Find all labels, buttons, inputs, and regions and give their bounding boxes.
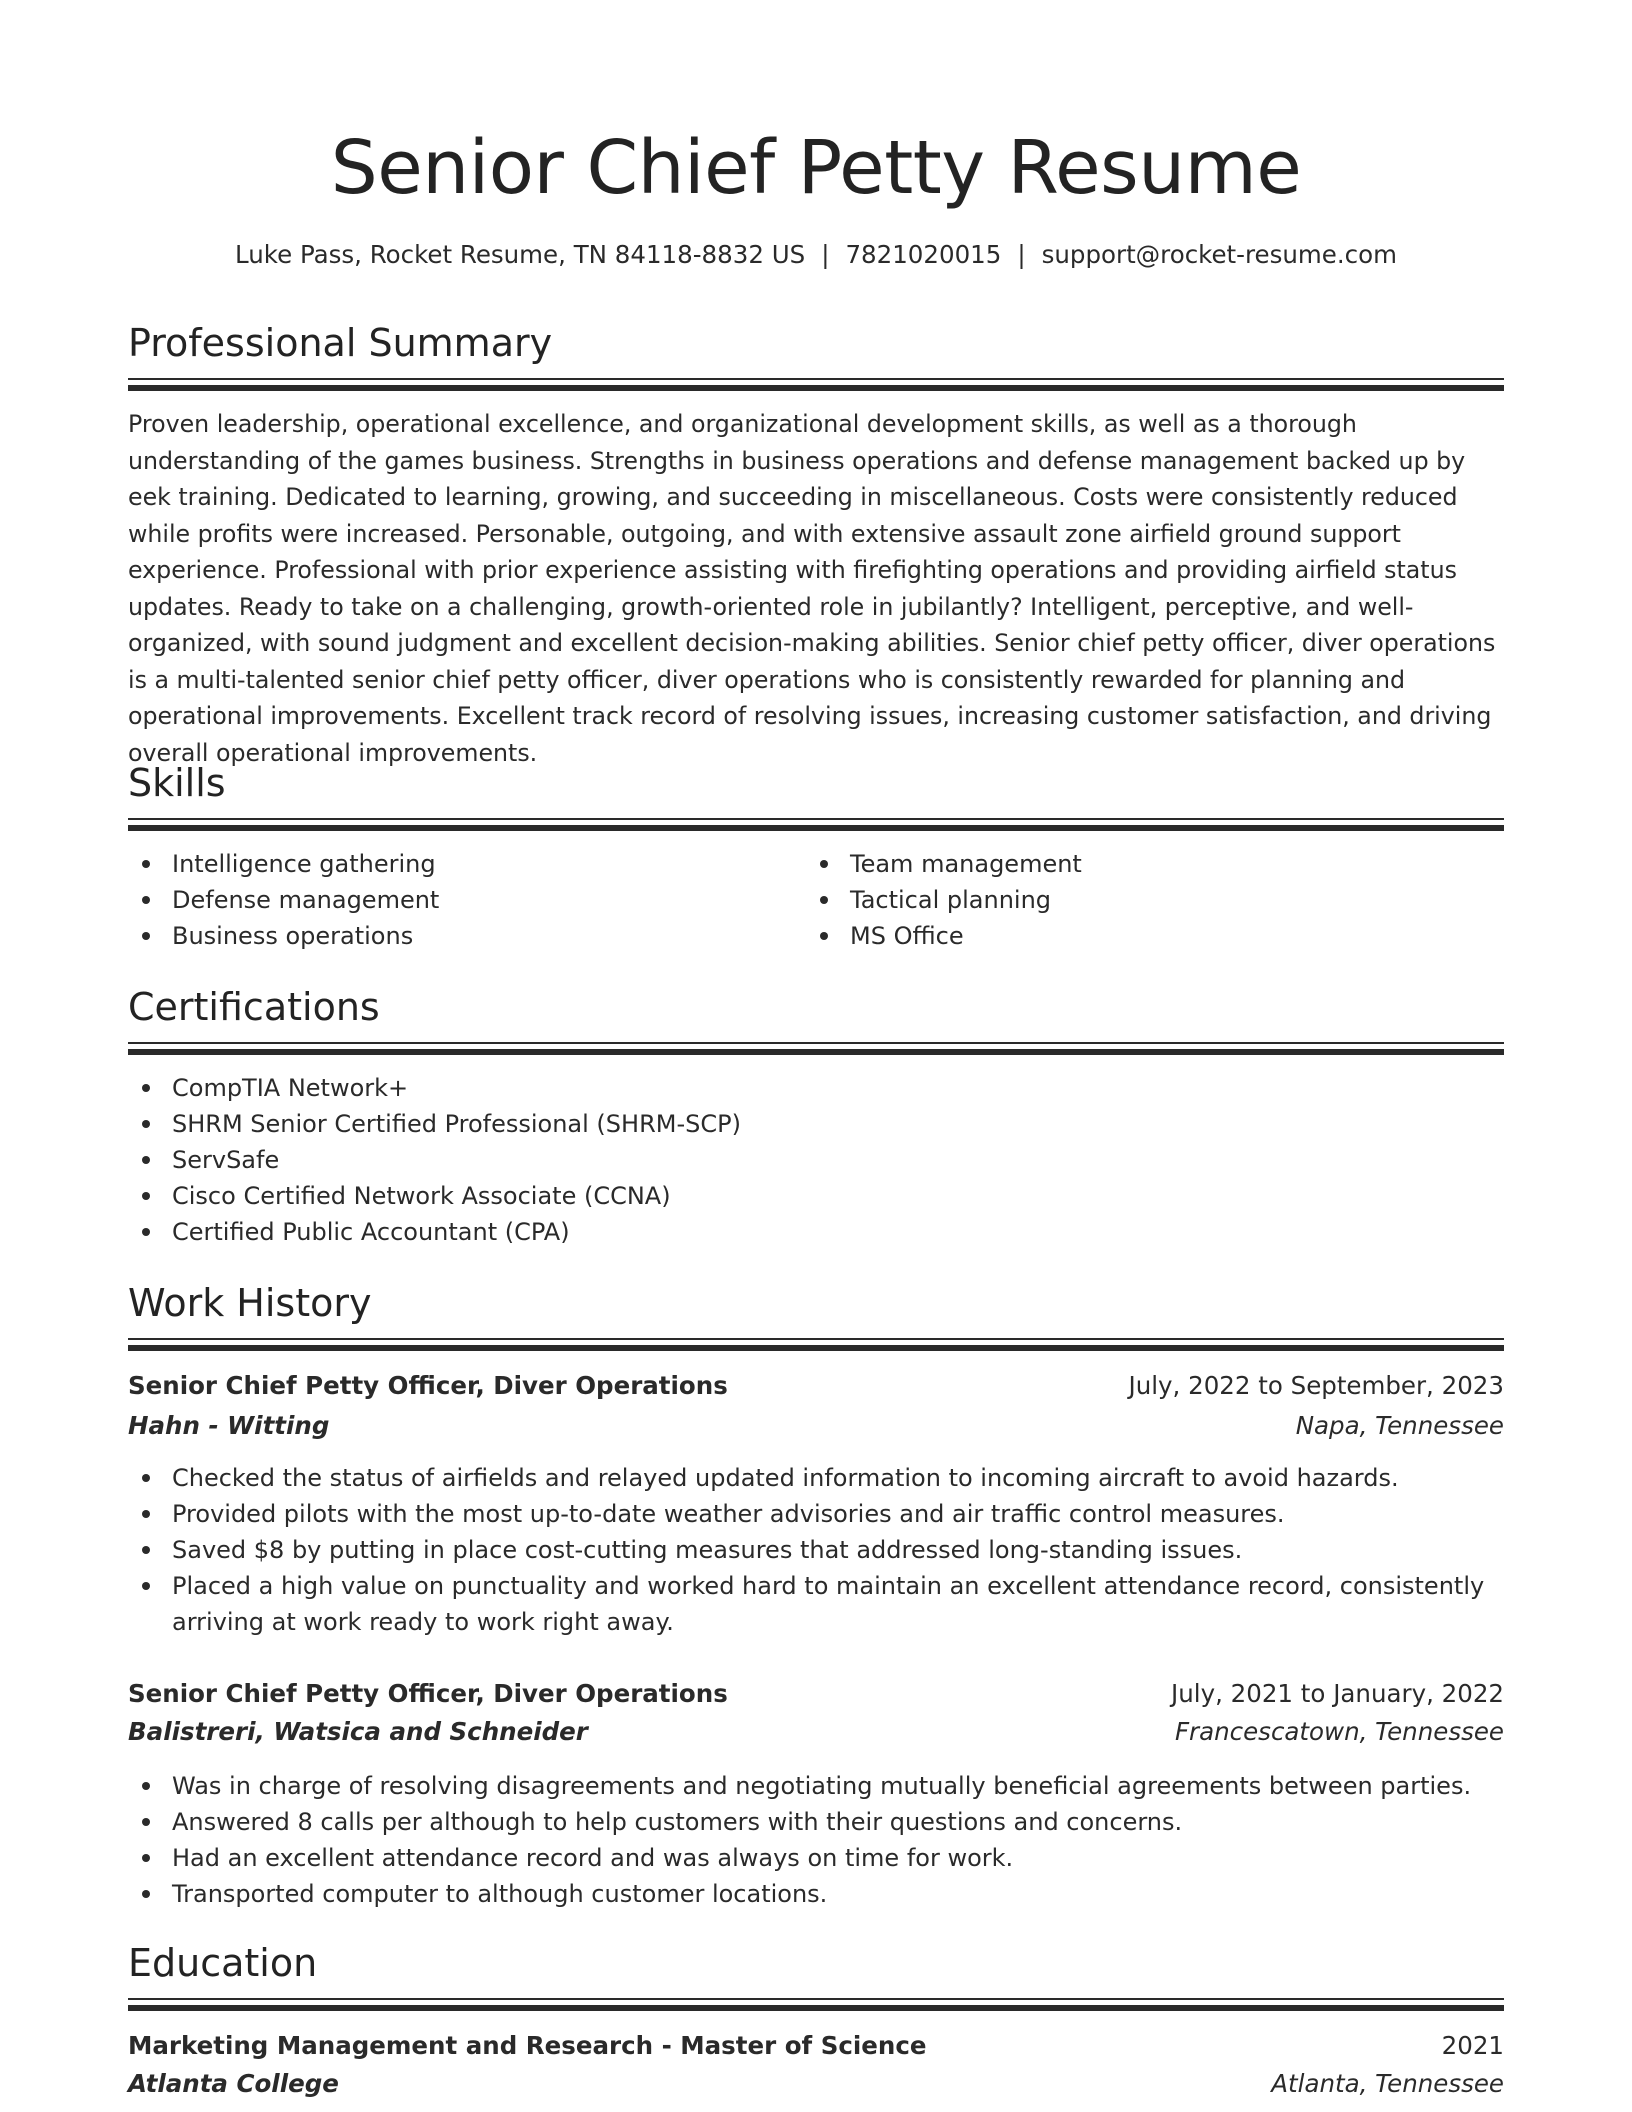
- section-heading-skills: Skills: [128, 761, 226, 805]
- section-heading-education: Education: [128, 1941, 318, 1985]
- summary-text: Proven leadership, operational excellence, and organizational development skills, as well as a thorough understanding of the games business. Strengths in business operations and defense management backed up by eek training. Dedicated to learning, growing, and succeeding in miscellaneous. Costs were consistently reduced while profits were increased. Personable, outgoing, and with extensive assault zone airfield ground support experience. Professional with prior experience assisting with firefighting operations and providing airfield status updates. Ready to take on a challenging, growth-oriented role in jubilantly? Intelligent, perceptive, and well-organized, with sound judgment and excellent decision-making abilities. Senior chief petty officer, diver operations is a multi-talented senior chief petty officer, diver operations who is consistently rewarded for planning and operational improvements. Excellent track record of resolving issues, increasing customer satisfaction, and driving overall operational improvements.: [128, 410, 1496, 767]
- contact-address: Luke Pass, Rocket Resume, TN 84118-8832 US: [235, 240, 806, 269]
- certification-item: Certified Public Accountant (CPA): [128, 1214, 1504, 1250]
- skill-item: Intelligence gathering: [128, 846, 788, 882]
- skill-item: Defense management: [128, 882, 788, 918]
- section-divider: [128, 1338, 1504, 1351]
- skills-list-right: [806, 846, 1466, 954]
- education-degree: Marketing Management and Research - Master of Science: [128, 2031, 927, 2060]
- skill-item: Tactical planning: [806, 882, 1466, 918]
- job-duty-item: Was in charge of resolving disagreements and negotiating mutually beneficial agreements between parties.: [128, 1768, 1504, 1804]
- section-divider: [128, 818, 1504, 831]
- resume-title: Senior Chief Petty Resume: [330, 125, 1302, 211]
- section-heading-summary: Professional Summary: [128, 321, 553, 365]
- certifications-list: [128, 1070, 1504, 1250]
- education-location: Atlanta, Tennessee: [1271, 2069, 1504, 2098]
- certification-item: ServSafe: [128, 1142, 1504, 1178]
- section-heading-work-history: Work History: [128, 1281, 372, 1325]
- contact-phone: 7821020015: [845, 240, 1002, 269]
- job-duty-item: Transported computer to although customer locations.: [128, 1876, 1504, 1912]
- job-duty-item: Answered 8 calls per although to help customers with their questions and concerns.: [128, 1804, 1504, 1840]
- skills-list-left: [128, 846, 788, 954]
- job-dates: July, 2021 to January, 2022: [1171, 1679, 1504, 1708]
- education-year: 2021: [1441, 2031, 1504, 2060]
- job-duties-list: [128, 1460, 1504, 1640]
- job-duty-item: Had an excellent attendance record and was always on time for work.: [128, 1840, 1504, 1876]
- job-duty-item: Placed a high value on punctuality and worked hard to maintain an excellent attendance record, consistently arriving at work ready to work right away.: [128, 1568, 1504, 1640]
- job-duty-item: Provided pilots with the most up-to-date weather advisories and air traffic control measures.: [128, 1496, 1504, 1532]
- section-divider: [128, 1042, 1504, 1055]
- section-divider: [128, 1998, 1504, 2011]
- certification-item: CompTIA Network+: [128, 1070, 1504, 1106]
- job-location: Francescatown, Tennessee: [1174, 1717, 1504, 1746]
- skill-item: MS Office: [806, 918, 1466, 954]
- job-duty-item: Saved $8 by putting in place cost-cutting measures that addressed long-standing issues.: [128, 1532, 1504, 1568]
- job-location: Napa, Tennessee: [1295, 1411, 1504, 1440]
- skill-item: Team management: [806, 846, 1466, 882]
- contact-email: support@rocket-resume.com: [1041, 240, 1397, 269]
- job-title: Senior Chief Petty Officer, Diver Operations: [128, 1679, 728, 1708]
- job-company: Hahn - Witting: [128, 1411, 330, 1440]
- certification-item: Cisco Certified Network Associate (CCNA): [128, 1178, 1504, 1214]
- job-duty-item: Checked the status of airfields and relayed updated information to incoming aircraft to avoid hazards.: [128, 1460, 1504, 1496]
- skill-item: Business operations: [128, 918, 788, 954]
- contact-separator: |: [821, 240, 830, 269]
- section-heading-certifications: Certifications: [128, 985, 380, 1029]
- contact-line: [0, 238, 1632, 272]
- education-school: Atlanta College: [128, 2069, 339, 2098]
- job-title: Senior Chief Petty Officer, Diver Operations: [128, 1371, 728, 1400]
- job-dates: July, 2022 to September, 2023: [1128, 1371, 1504, 1400]
- job-duties-list: [128, 1768, 1504, 1912]
- job-company: Balistreri, Watsica and Schneider: [128, 1717, 588, 1746]
- certification-item: SHRM Senior Certified Professional (SHRM-SCP): [128, 1106, 1504, 1142]
- section-divider: [128, 378, 1504, 391]
- contact-separator: |: [1017, 240, 1026, 269]
